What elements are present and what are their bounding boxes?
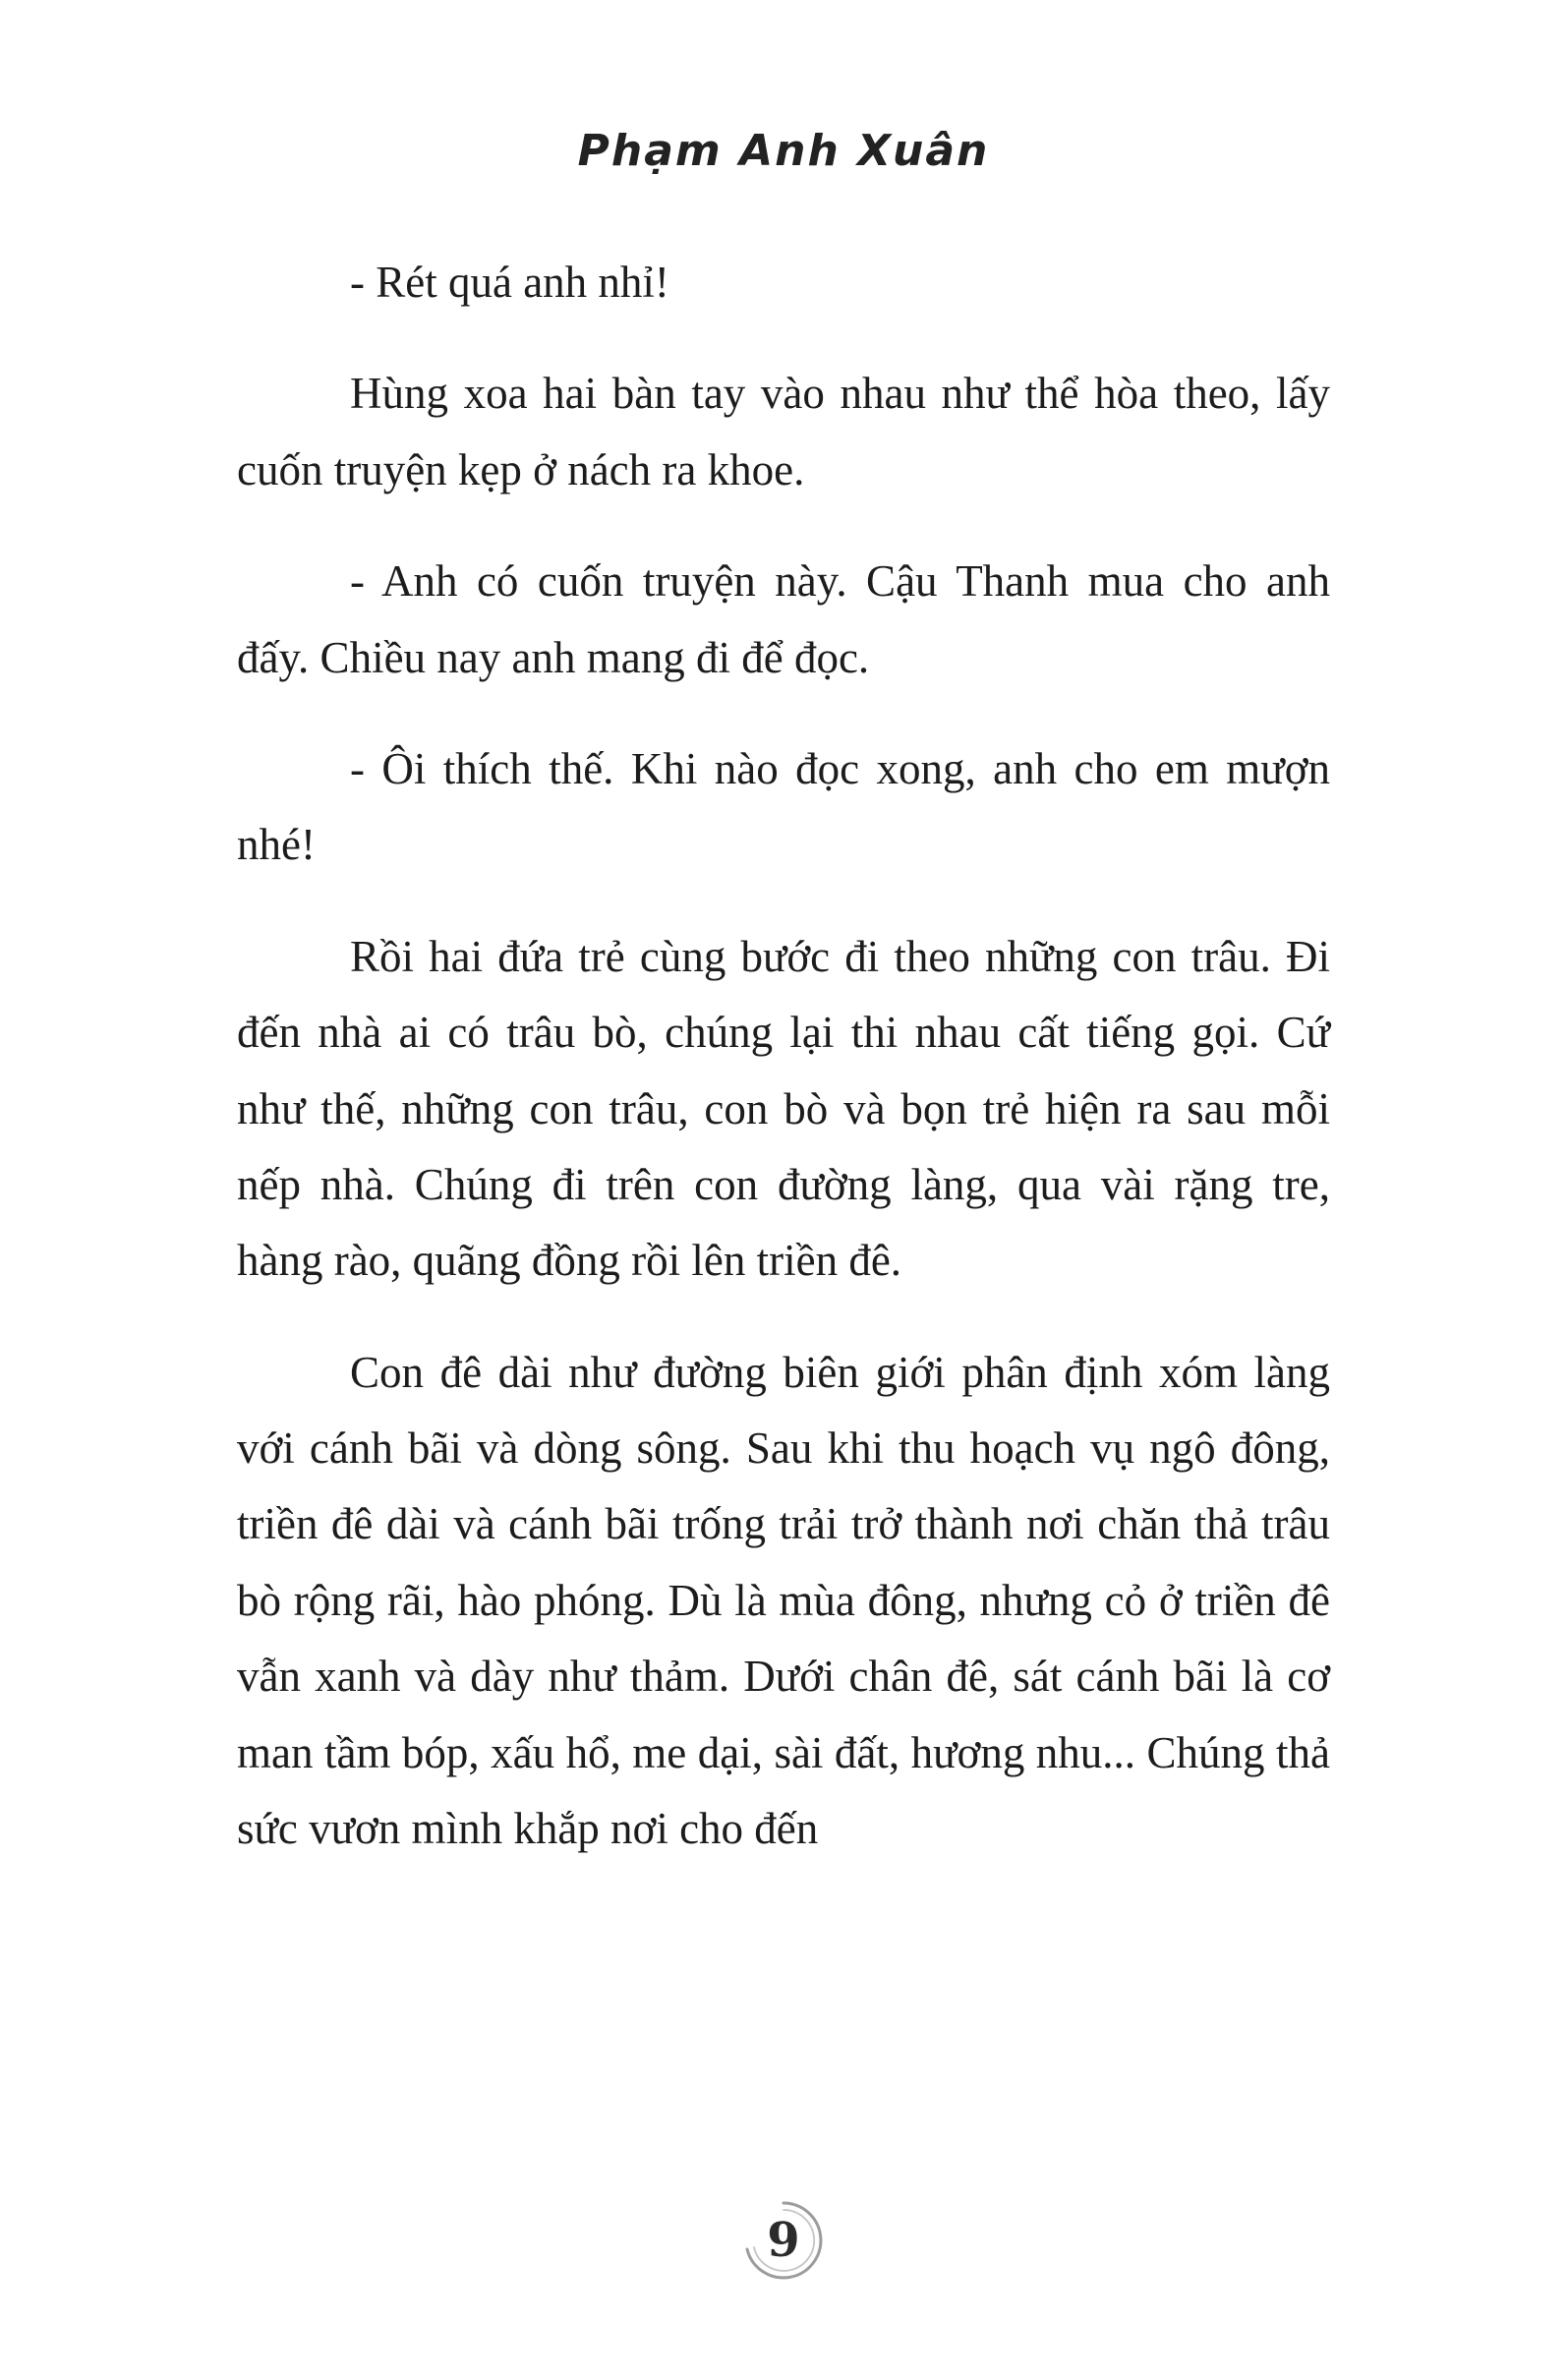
- page-body-text: [237, 176, 1330, 1867]
- author-name-header: Phạm Anh Xuân: [577, 126, 990, 176]
- paragraph: Hùng xoa hai bàn tay vào nhau như thể hòa theo, lấy cuốn truyện kẹp ở nách ra khoe.: [237, 369, 1330, 494]
- paragraph: Con đê dài như đường biên giới phân định xóm làng với cánh bãi và dòng sông. Sau khi thu hoạch vụ ngô đông, triền đê dài và cánh bãi trống trải trở thành nơi chăn thả trâu bò rộng rãi, hào phóng. Dù là mùa đông, nhưng cỏ ở triền đê vẫn xanh và dày như thảm. Dưới chân đê, sát cánh bãi là cơ man tầm bóp, xấu hổ, me dại, sài đất, hương nhu... Chúng thả sức vươn mình khắp nơi cho đến: [237, 1347, 1330, 1854]
- paragraph: - Anh có cuốn truyện này. Cậu Thanh mua cho anh đấy. Chiều nay anh mang đi để đọc.: [237, 556, 1330, 682]
- page-number: 9: [767, 2213, 800, 2268]
- paragraph: Rồi hai đứa trẻ cùng bước đi theo những con trâu. Đi đến nhà ai có trâu bò, chúng lại thi nhau cất tiếng gọi. Cứ như thế, những con trâu, con bò và bọn trẻ hiện ra sau mỗi nếp nhà. Chúng đi trên con đường làng, qua vài rặng tre, hàng rào, quãng đồng rồi lên triền đê.: [237, 931, 1330, 1286]
- page-number-ornament: [742, 2199, 825, 2282]
- paragraph: - Ôi thích thế. Khi nào đọc xong, anh cho em mượn nhé!: [237, 743, 1330, 870]
- paragraph: - Rét quá anh nhỉ!: [350, 258, 669, 307]
